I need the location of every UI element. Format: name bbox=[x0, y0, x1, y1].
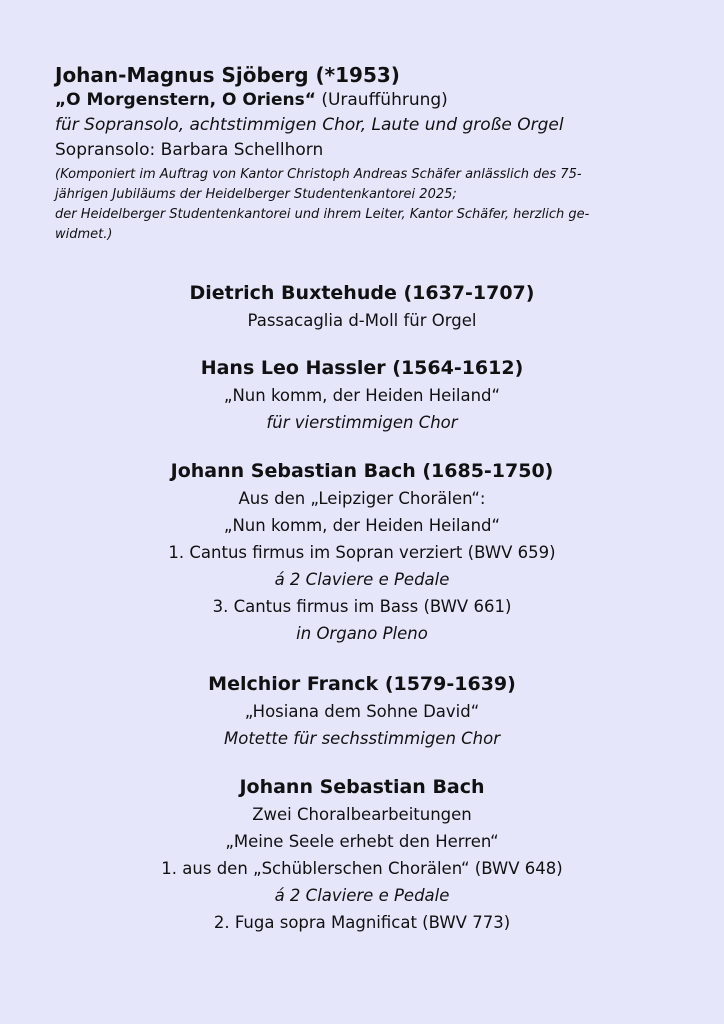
work-title: Passacaglia d-Moll für Orgel bbox=[247, 311, 477, 330]
program-item-sjoberg bbox=[55, 62, 675, 245]
program-item-hassler bbox=[0, 355, 724, 436]
program-item-buxtehude bbox=[0, 280, 724, 334]
composer-name: Johann Sebastian Bach bbox=[239, 776, 485, 798]
work-title: „Nun komm, der Heiden Heiland“ bbox=[223, 516, 501, 535]
dedication-note bbox=[55, 165, 675, 245]
movement-line: 3. Cantus firmus im Bass (BWV 661) bbox=[212, 597, 512, 616]
movement-line: 2. Fuga sopra Magnificat (BWV 773) bbox=[213, 913, 511, 932]
movement-scoring: á 2 Claviere e Pedale bbox=[274, 886, 450, 905]
dedication-line: (Komponiert im Auftrag von Kantor Christoph Andreas Schäfer anlässlich des 75- bbox=[55, 167, 582, 182]
program-item-bach-leipzig bbox=[0, 458, 724, 647]
collection-line: Zwei Choralbearbeitungen bbox=[252, 805, 472, 824]
composer-name: Melchior Franck (1579-1639) bbox=[208, 673, 516, 695]
composer-name: Dietrich Buxtehude (1637-1707) bbox=[189, 282, 535, 304]
composer-name: Johan-Magnus Sjöberg (*1953) bbox=[55, 63, 400, 87]
soloist-credit: Sopransolo: Barbara Schellhorn bbox=[55, 140, 324, 160]
movement-line: 1. Cantus firmus im Sopran verziert (BWV 659) bbox=[168, 543, 556, 562]
collection-line: Aus den „Leipziger Chorälen“: bbox=[238, 489, 486, 508]
work-title: „Meine Seele erhebt den Herren“ bbox=[225, 832, 499, 851]
premiere-note: (Uraufführung) bbox=[315, 90, 448, 110]
work-title-line bbox=[55, 88, 675, 113]
composer-name: Hans Leo Hassler (1564-1612) bbox=[200, 357, 524, 379]
work-scoring: für Sopransolo, achtstimmigen Chor, Laute und große Orgel bbox=[55, 115, 564, 135]
dedication-line: jährigen Jubiläums der Heidelberger Studentenkantorei 2025; bbox=[55, 187, 457, 202]
work-title: „Hosiana dem Sohne David“ bbox=[244, 702, 480, 721]
dedication-line: widmet.) bbox=[55, 227, 113, 242]
work-title: „Nun komm, der Heiden Heiland“ bbox=[223, 386, 501, 405]
dedication-line: der Heidelberger Studentenkantorei und ihrem Leiter, Kantor Schäfer, herzlich ge- bbox=[55, 207, 590, 222]
composer-name: Johann Sebastian Bach (1685-1750) bbox=[170, 460, 554, 482]
movement-scoring: in Organo Pleno bbox=[296, 624, 428, 643]
work-scoring: Motette für sechsstimmigen Chor bbox=[223, 729, 501, 748]
movement-scoring: á 2 Claviere e Pedale bbox=[274, 570, 450, 589]
work-title: „O Morgenstern, O Oriens“ bbox=[55, 90, 316, 110]
program-item-bach-magnificat bbox=[0, 774, 724, 936]
program-item-franck bbox=[0, 671, 724, 752]
movement-line: 1. aus den „Schüblerschen Chorälen“ (BWV 648) bbox=[161, 859, 563, 878]
work-scoring: für vierstimmigen Chor bbox=[266, 413, 458, 432]
